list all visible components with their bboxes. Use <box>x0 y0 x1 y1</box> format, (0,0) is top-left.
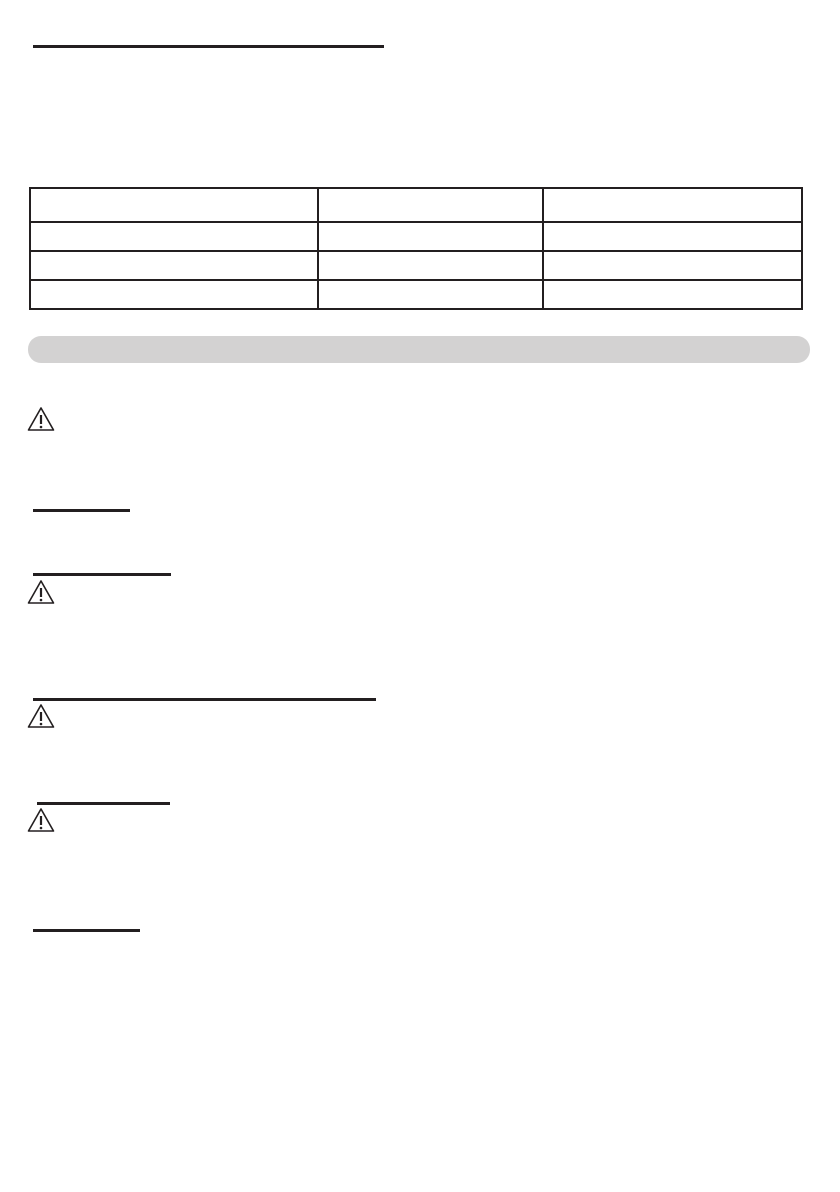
heading-underline-1 <box>33 45 384 48</box>
table-cell <box>543 222 802 251</box>
table-cell <box>543 251 802 280</box>
table-cell <box>30 188 318 222</box>
warning-icon <box>27 703 55 729</box>
heading-underline-3 <box>33 573 171 576</box>
table-row <box>30 222 802 251</box>
table-row <box>30 251 802 280</box>
table-cell <box>30 222 318 251</box>
warning-icon <box>27 579 55 605</box>
warning-icon <box>27 406 55 432</box>
table-row <box>30 188 802 222</box>
table-cell <box>318 188 543 222</box>
table-cell <box>318 251 543 280</box>
heading-underline-6 <box>33 929 140 932</box>
heading-underline-2 <box>33 509 130 512</box>
heading-underline-5 <box>37 802 170 805</box>
section-header-bar <box>28 336 810 363</box>
table-cell <box>543 280 802 309</box>
table-cell <box>318 222 543 251</box>
table-row <box>30 280 802 309</box>
heading-underline-4 <box>33 698 376 701</box>
specification-table <box>29 187 803 310</box>
warning-icon <box>27 807 55 833</box>
table-cell <box>30 280 318 309</box>
table-cell <box>318 280 543 309</box>
table-cell <box>543 188 802 222</box>
table-cell <box>30 251 318 280</box>
